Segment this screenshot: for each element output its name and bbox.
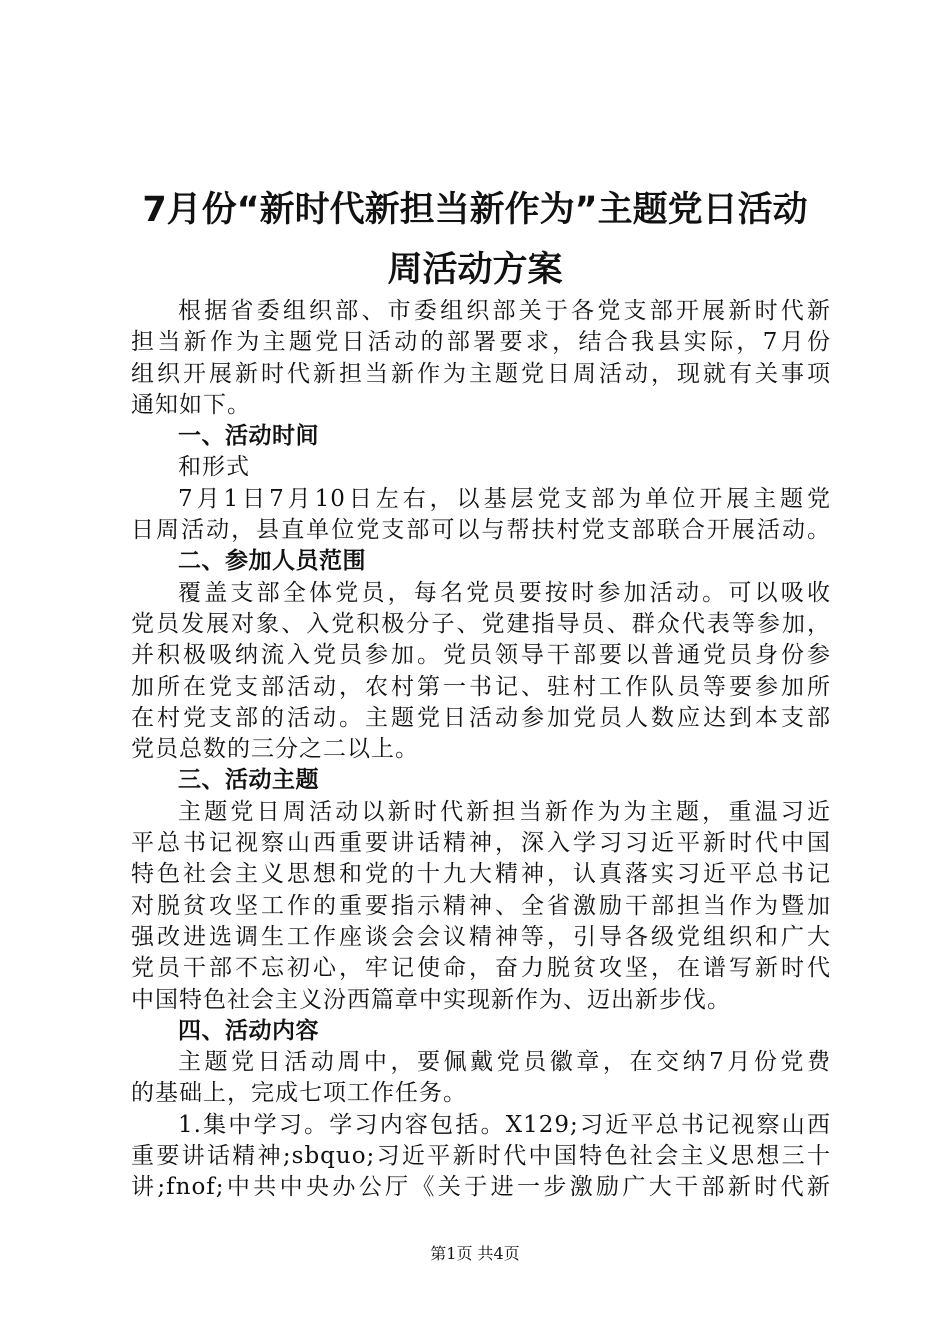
document-title-line-1: 7月份“新时代新担当新作为”主题党日活动: [142, 190, 808, 230]
body-text-line: 日周活动，县直单位党支部可以与帮扶村党支部联合开展活动。: [131, 517, 831, 544]
body-text-line: 担当新作为主题党日活动的部署要求，结合我县实际，7月份: [131, 329, 831, 356]
body-text-line: 7月1日7月10日左右，以基层党支部为单位开展主题党: [178, 485, 831, 512]
body-text-line: 覆盖支部全体党员，每名党员要按时参加活动。可以吸收: [178, 579, 831, 606]
body-text-line: 加所在党支部活动，农村第一书记、驻村工作队员等要参加所: [131, 673, 831, 700]
body-text-line: 对脱贫攻坚工作的重要指示精神、全省激励干部担当作为暨加: [131, 892, 831, 919]
body-text-line: 根据省委组织部、市委组织部关于各党支部开展新时代新: [178, 298, 831, 324]
body-text-line: 1.集中学习。学习内容包括。X129;习近平总书记视察山西: [178, 1111, 831, 1138]
section-heading: 一、活动时间: [178, 423, 319, 450]
section-heading: 二、参加人员范围: [178, 548, 366, 575]
document-body: [131, 296, 831, 1204]
body-text-line: 组织开展新时代新担当新作为主题党日周活动，现就有关事项: [131, 360, 831, 387]
body-text-line: 通知如下。: [131, 391, 251, 418]
body-text-line: 主题党日活动周中，要佩戴党员徽章，在交纳7月份党费: [178, 1049, 831, 1076]
section-heading: 三、活动主题: [178, 767, 319, 794]
body-text-line: 党员发展对象、入党积极分子、党建指导员、群众代表等参加，: [131, 610, 831, 637]
body-text-line: 主题党日周活动以新时代新担当新作为为主题，重温习近: [178, 798, 831, 825]
body-text-line: 党员总数的三分之二以上。: [131, 736, 419, 763]
body-text-line: 党员干部不忘初心，牢记使命，奋力脱贫攻坚，在谱写新时代: [131, 955, 831, 982]
body-text-line: 特色社会主义思想和党的十九大精神，认真落实习近平总书记: [131, 861, 831, 888]
body-text-line: 平总书记视察山西重要讲话精神，深入学习习近平新时代中国: [131, 830, 831, 857]
section-heading: 四、活动内容: [178, 1017, 319, 1044]
page-footer: 第1页 共4页: [430, 1244, 520, 1263]
body-text-line: 并积极吸纳流入党员参加。党员领导干部要以普通党员身份参: [131, 642, 831, 669]
body-text-line: 强改进选调生工作座谈会会议精神等，引导各级党组织和广大: [131, 923, 831, 950]
body-text-line: 中国特色社会主义汾西篇章中实现新作为、迈出新步伐。: [131, 986, 731, 1013]
body-text-line: 和形式: [178, 454, 250, 481]
body-text-line: 重要讲话精神;sbquo;习近平新时代中国特色社会主义思想三十: [131, 1143, 831, 1170]
document-title-line-2: 周活动方案: [387, 250, 563, 290]
body-text-line: 的基础上，完成七项工作任务。: [131, 1080, 467, 1107]
body-text-line: 讲;fnof;中共中央办公厅《关于进一步激励广大干部新时代新: [131, 1174, 831, 1201]
body-text-line: 在村党支部的活动。主题党日活动参加党员人数应达到本支部: [131, 704, 831, 731]
